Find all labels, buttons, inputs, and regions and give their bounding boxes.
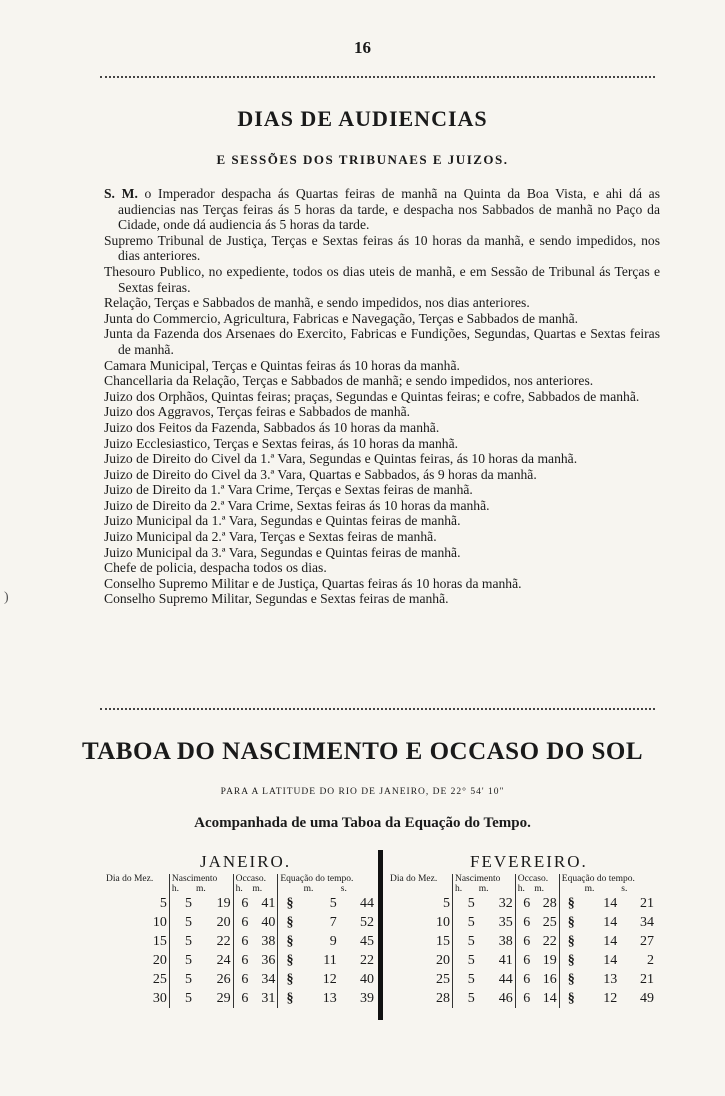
- audiencia-entry: [104, 233, 660, 264]
- entry-text: Juizo de Direito do Civel da 3.ª Vara, Quartas e Sabbados, ás 9 horas da manhã.: [104, 466, 537, 482]
- eq-sign: §: [559, 970, 582, 989]
- audiencias-list: [104, 186, 660, 607]
- audiencia-entry: [104, 358, 660, 374]
- eq-sec: 21: [640, 972, 654, 987]
- set-hour: 6: [233, 932, 250, 951]
- set-hour: 6: [233, 951, 250, 970]
- entry-text: Juizo Municipal da 2.ª Vara, Terças e Sextas feiras de manhã.: [104, 529, 437, 545]
- eq-min: 9: [329, 934, 337, 949]
- set-min: 22: [542, 934, 557, 949]
- rise-min: 20: [216, 915, 231, 930]
- rise-hour: 5: [452, 970, 476, 989]
- rise-min: 26: [216, 972, 231, 987]
- entry-lead: S. M.: [104, 186, 138, 201]
- unit-h: h.: [515, 884, 532, 894]
- day-cell: 25: [152, 972, 167, 987]
- entry-text: Conselho Supremo Militar, Segundas e Sextas feiras de manhã.: [104, 591, 449, 607]
- set-hour: 6: [515, 970, 532, 989]
- unit-m: m.: [534, 884, 544, 894]
- unit-m: m.: [196, 884, 206, 894]
- eq-sign: §: [278, 989, 302, 1008]
- day-cell: 10: [152, 915, 167, 930]
- eq-sec: 22: [360, 953, 374, 968]
- unit-h: h.: [452, 884, 476, 894]
- section1-subtitle: E SESSÕES DOS TRIBUNAES E JUIZOS.: [216, 152, 509, 167]
- eq-min: 14: [603, 896, 618, 911]
- table-row: [104, 989, 376, 1008]
- col-rise-header: Nascimento: [452, 874, 515, 884]
- unit-m: m.: [252, 884, 263, 894]
- audiencia-entry: [104, 389, 660, 405]
- table-row: [388, 894, 656, 913]
- table-row: [104, 970, 376, 989]
- margin-mark: ): [4, 590, 9, 605]
- set-min: 38: [261, 934, 276, 949]
- set-min: 19: [542, 953, 557, 968]
- audiencia-entry: [104, 326, 660, 357]
- entry-text: o Imperador despacha ás Quartas feiras de manhã na Quinta da Boa Vista, e ahi dá as audiencias nas Terças feiras ás 5 horas da tarde, e despacha nos Sabbados de manhã no Paço da Cidade, onde dá audiencia ás 5 horas da tarde.: [118, 186, 660, 233]
- set-min: 25: [542, 915, 557, 930]
- audiencia-entry: [104, 451, 660, 467]
- set-min: 34: [261, 972, 276, 987]
- set-min: 36: [261, 953, 276, 968]
- unit-s: s.: [340, 884, 347, 894]
- rise-hour: 5: [169, 894, 194, 913]
- eq-sec: 40: [360, 972, 374, 987]
- entry-text: Supremo Tribunal de Justiça, Terças e Sextas feiras ás 10 horas da manhã, e sendo impedidos, nos dias anteriores.: [104, 232, 660, 264]
- table-row: [388, 913, 656, 932]
- audiencia-entry: [104, 545, 660, 561]
- set-hour: 6: [515, 951, 532, 970]
- eq-sec: 2: [647, 953, 654, 968]
- eq-min: 11: [323, 953, 337, 968]
- eq-sign: §: [559, 913, 582, 932]
- table-row: [388, 951, 656, 970]
- section1-title: DIAS DE AUDIENCIAS: [237, 106, 488, 131]
- audiencia-entry: [104, 404, 660, 420]
- table-row: [104, 913, 376, 932]
- sun-table-fevereiro: [388, 874, 656, 1008]
- set-hour: 6: [233, 970, 250, 989]
- entry-text: Juizo dos Orphãos, Quintas feiras; praças, Segundas e Quintas feiras; e cofre, Sabbados de manhã.: [104, 388, 640, 404]
- entry-text: Juizo de Direito da 2.ª Vara Crime, Sextas feiras ás 10 horas da manhã.: [104, 497, 490, 513]
- set-hour: 6: [233, 913, 250, 932]
- day-cell: 28: [435, 991, 450, 1006]
- rise-min: 24: [216, 953, 231, 968]
- day-cell: 15: [435, 934, 450, 949]
- unit-blank: [559, 884, 582, 894]
- set-min: 28: [542, 896, 557, 911]
- eq-sec: 27: [640, 934, 654, 949]
- entry-text: Camara Municipal, Terças e Quintas feiras ás 10 horas da manhã.: [104, 357, 460, 373]
- audiencia-entry: [104, 311, 660, 327]
- col-eq-header: Equação do tempo.: [278, 874, 376, 884]
- entry-text: Juizo Municipal da 1.ª Vara, Segundas e Quintas feiras de manhã.: [104, 513, 461, 529]
- rise-hour: 5: [452, 894, 476, 913]
- rise-min: 46: [498, 991, 513, 1006]
- table-row: [104, 951, 376, 970]
- rise-min: 41: [498, 953, 513, 968]
- rise-min: 29: [216, 991, 231, 1006]
- audiencia-entry: [104, 498, 660, 514]
- table-row: [388, 989, 656, 1008]
- unit-m: m.: [584, 884, 595, 894]
- entry-text: Chefe de policia, despacha todos os dias.: [104, 560, 327, 576]
- set-min: 31: [261, 991, 276, 1006]
- eq-min: 14: [603, 934, 618, 949]
- day-cell: 20: [152, 953, 167, 968]
- audiencia-entry: [104, 186, 660, 233]
- set-hour: 6: [515, 932, 532, 951]
- audiencia-entry: [104, 467, 660, 483]
- eq-sec: 45: [360, 934, 374, 949]
- eq-sign: §: [278, 970, 302, 989]
- entry-text: Juizo Ecclesiastico, Terças e Sextas feiras, ás 10 horas da manhã.: [104, 435, 458, 451]
- day-cell: 30: [152, 991, 167, 1006]
- eq-sec: 34: [640, 915, 654, 930]
- rise-hour: 5: [169, 932, 194, 951]
- month-janeiro: JANEIRO.: [200, 852, 292, 871]
- unit-blank: [278, 884, 302, 894]
- audiencia-entry: [104, 482, 660, 498]
- table-row: [104, 932, 376, 951]
- eq-min: 14: [603, 915, 618, 930]
- audiencia-entry: [104, 373, 660, 389]
- table-row: [388, 970, 656, 989]
- rise-hour: 5: [169, 913, 194, 932]
- eq-sign: §: [559, 894, 582, 913]
- rise-min: 44: [498, 972, 513, 987]
- audiencia-entry: [104, 576, 660, 592]
- audiencia-entry: [104, 420, 660, 436]
- entry-text: Juizo dos Feitos da Fazenda, Sabbados ás 10 horas da manhã.: [104, 419, 440, 435]
- audiencia-entry: [104, 529, 660, 545]
- month-fevereiro: FEVEREIRO.: [470, 852, 588, 871]
- entry-text: Thesouro Publico, no expediente, todos os dias uteis de manhã, e em Sessão de Tribunal ás Terças e Sextas feiras.: [104, 263, 660, 295]
- entry-text: Chancellaria da Relação, Terças e Sabbados de manhã; e sendo impedidos, nos anteriores.: [104, 373, 594, 389]
- day-cell: 10: [435, 915, 450, 930]
- eq-min: 12: [322, 972, 337, 987]
- entry-text: Juizo de Direito do Civel da 1.ª Vara, Segundas e Quintas feiras, ás 10 horas da manhã.: [104, 451, 578, 467]
- audiencia-entry: [104, 295, 660, 311]
- entry-text: Conselho Supremo Militar e de Justiça, Quartas feiras ás 10 horas da manhã.: [104, 575, 522, 591]
- set-hour: 6: [515, 913, 532, 932]
- mid-divider: [100, 708, 655, 710]
- eq-sec: 52: [360, 915, 374, 930]
- col-set-header: Occaso.: [233, 874, 278, 884]
- set-min: 14: [542, 991, 557, 1006]
- eq-sign: §: [559, 989, 582, 1008]
- eq-min: 14: [603, 953, 618, 968]
- set-hour: 6: [233, 989, 250, 1008]
- eq-sign: §: [278, 951, 302, 970]
- day-cell: 5: [442, 896, 450, 911]
- eq-min: 7: [329, 915, 337, 930]
- rise-hour: 5: [452, 913, 476, 932]
- eq-min: 5: [329, 896, 337, 911]
- page-number: 16: [354, 38, 371, 57]
- unit-m: m.: [478, 884, 489, 894]
- audiencia-entry: [104, 513, 660, 529]
- unit-h: h.: [169, 884, 194, 894]
- set-min: 16: [542, 972, 557, 987]
- rise-min: 38: [498, 934, 513, 949]
- eq-min: 13: [322, 991, 337, 1006]
- header-row: [388, 874, 656, 884]
- day-cell: 25: [435, 972, 450, 987]
- entry-text: Juizo de Direito da 1.ª Vara Crime, Terças e Sextas feiras de manhã.: [104, 482, 473, 498]
- section2-subtitle: Acompanhada de uma Taboa da Equação do Tempo.: [194, 815, 531, 831]
- audiencia-entry: [104, 591, 660, 607]
- set-hour: 6: [515, 989, 532, 1008]
- table-divider: [378, 850, 383, 1020]
- rise-hour: 5: [452, 932, 476, 951]
- entry-text: Junta da Fazenda dos Arsenaes do Exercito, Fabricas e Fundições, Segundas, Quartas e Sextas feiras de manhã.: [104, 326, 660, 357]
- rise-hour: 5: [452, 989, 476, 1008]
- rise-min: 19: [216, 896, 231, 911]
- col-rise-header: Nascimento: [169, 874, 233, 884]
- entry-text: Juizo Municipal da 3.ª Vara, Segundas e Quintas feiras de manhã.: [104, 544, 461, 560]
- unit-s: s.: [621, 884, 628, 894]
- section2-title: TABOA DO NASCIMENTO E OCCASO DO SOL: [81, 738, 644, 765]
- rise-min: 35: [498, 915, 513, 930]
- sun-table-janeiro: [104, 874, 376, 1008]
- audiencia-entry: [104, 264, 660, 295]
- rise-hour: 5: [169, 989, 194, 1008]
- rise-hour: 5: [452, 951, 476, 970]
- eq-min: 13: [603, 972, 618, 987]
- col-eq-header: Equação do tempo.: [559, 874, 656, 884]
- day-cell: 20: [435, 953, 450, 968]
- col-day-header: Dia do Mez.: [390, 874, 438, 884]
- eq-sign: §: [278, 894, 302, 913]
- day-cell: 15: [152, 934, 167, 949]
- rise-hour: 5: [169, 951, 194, 970]
- eq-sec: 21: [640, 896, 654, 911]
- day-cell: 5: [159, 896, 167, 911]
- top-divider: [100, 76, 655, 78]
- unit-m: m.: [303, 884, 314, 894]
- set-hour: 6: [233, 894, 250, 913]
- unit-blank: [388, 884, 452, 894]
- entry-text: Relação, Terças e Sabbados de manhã, e sendo impedidos, nos dias anteriores.: [104, 295, 530, 311]
- eq-sign: §: [559, 951, 582, 970]
- eq-sign: §: [278, 932, 302, 951]
- rise-min: 32: [498, 896, 513, 911]
- col-set-header: Occaso.: [515, 874, 559, 884]
- eq-min: 12: [603, 991, 618, 1006]
- rise-min: 22: [216, 934, 231, 949]
- set-hour: 6: [515, 894, 532, 913]
- audiencia-entry: [104, 436, 660, 452]
- eq-sec: 49: [640, 991, 654, 1006]
- latitude-line: PARA A LATITUDE DO RIO DE JANEIRO, DE 22° 54' 10": [220, 787, 505, 797]
- set-min: 41: [261, 896, 276, 911]
- rise-hour: 5: [169, 970, 194, 989]
- entry-text: Juizo dos Aggravos, Terças feiras e Sabbados de manhã.: [104, 404, 411, 420]
- audiencia-entry: [104, 560, 660, 576]
- table-row: [104, 894, 376, 913]
- unit-h: h.: [233, 884, 250, 894]
- unit-blank: [104, 884, 169, 894]
- eq-sign: §: [559, 932, 582, 951]
- eq-sec: 39: [360, 991, 374, 1006]
- eq-sign: §: [278, 913, 302, 932]
- set-min: 40: [261, 915, 276, 930]
- eq-sec: 44: [360, 896, 374, 911]
- col-day-header: Dia do Mez.: [106, 874, 154, 884]
- header-row: [104, 874, 376, 884]
- entry-text: Junta do Commercio, Agricultura, Fabricas e Navegação, Terças e Sabbados de manhã.: [104, 310, 579, 326]
- units-row: [388, 884, 656, 894]
- table-row: [388, 932, 656, 951]
- units-row: [104, 884, 376, 894]
